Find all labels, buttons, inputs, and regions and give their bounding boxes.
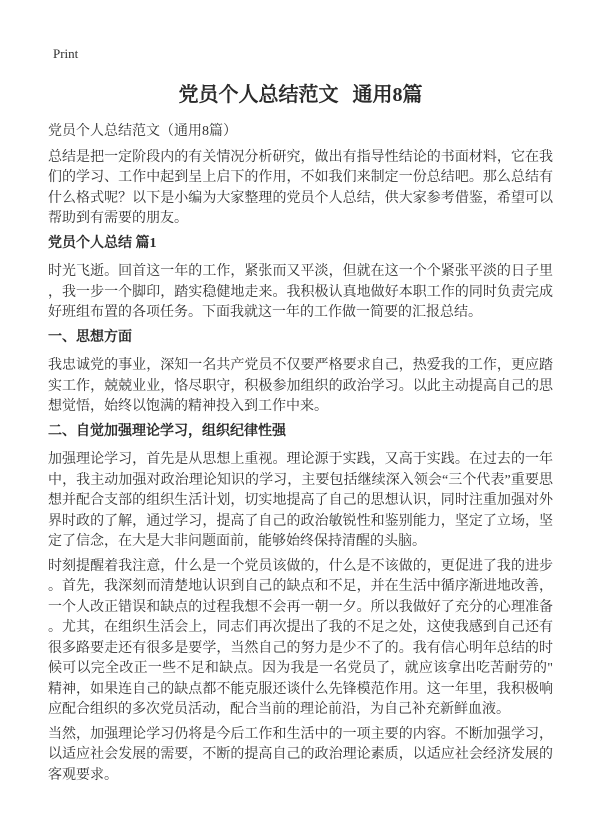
paragraph-ideology: 我忠诚党的事业，深知一名共产党员不仅要严格要求自己，热爱我的工作，更应踏实工作，兢兢业业，恪尽职守，积极参加组织的政治学习。以此主动提高自己的思想觉悟，始终以饱满的精神投入到工作中来。 — [48, 358, 553, 414]
section-heading-theory-study: 二、自觉加强理论学习，组织纪律性强 — [48, 423, 286, 439]
paragraph-theory-study: 加强理论学习，首先是从思想上重视。理论源于实践，又高于实践。在过去的一年中，我主动加强对政治理论知识的学习，主要包括继续深入领会“三个代表”重要思想并配合支部的组织生活计划，切实地提高了自己的思想认识，同时注重加强对外界时政的了解，通过学习，提高了自己的政治敏锐性和鉴别能力，坚定了立场，坚定了信念，在大是大非问题面前，能够始终保持清醒的头脑。 — [48, 452, 553, 549]
print-button[interactable]: Print — [53, 46, 79, 61]
section-heading-ideology: 一、思想方面 — [48, 329, 132, 345]
paragraph-opening: 时光飞逝。回首这一年的工作，紧张而又平淡，但就在这一个个紧张平淡的日子里，我一步一个脚印，踏实稳健地走来。我积极认真地做好本职工作的同时负责完成好班组布置的各项任务。下面我就这一年的工作做一简要的汇报总结。 — [48, 264, 553, 320]
paragraph-self-reflection: 时刻提醒着我注意，什么是一个党员该做的，什么是不该做的，更促进了我的进步。首先，我深刻而清楚地认识到自己的缺点和不足，并在生活中循序渐进地改善，一个人改正错误和缺点的过程我想不会再一朝一夕。所以我做好了充分的心理准备。尤其，在组织生活会上，同志们再次提出了我的不足之处，这使我感到自己还有很多路要走还有很多是要学，当然自己的努力是少不了的。我有信心明年总结的时候可以完全改正一些不足和缺点。因为我是一名党员了，就应该拿出吃苦耐劳的"精神，如果连自己的缺点都不能克服还谈什么先锋模范作用。这一年里，我积极响应配合组织的多次党员活动，配合当前的理论前沿，为自己补充新鲜血液。 — [48, 558, 553, 717]
document-title: 党员个人总结范文 通用8篇 — [178, 84, 423, 106]
intro-paragraph: 总结是把一定阶段内的有关情况分析研究，做出有指导性结论的书面材料，它在我们的学习、工作中起到呈上启下的作用，不如我们来制定一份总结吧。那么总结有什么格式呢？以下是小编为大家整理的党员个人总结，供大家参考借鉴，希望可以帮助到有需要的朋友。 — [48, 149, 553, 226]
paragraph-closing: 当然，加强理论学习仍将是今后工作和生活中的一项主要的内容。不断加强学习，以适应社会发展的需要，不断的提高自己的政治理论素质，以适应社会经济发展的客观要求。 — [48, 726, 553, 783]
article-heading-part1: 党员个人总结 篇1 — [48, 235, 157, 251]
document-subtitle: 党员个人总结范文（通用8篇） — [48, 124, 237, 139]
